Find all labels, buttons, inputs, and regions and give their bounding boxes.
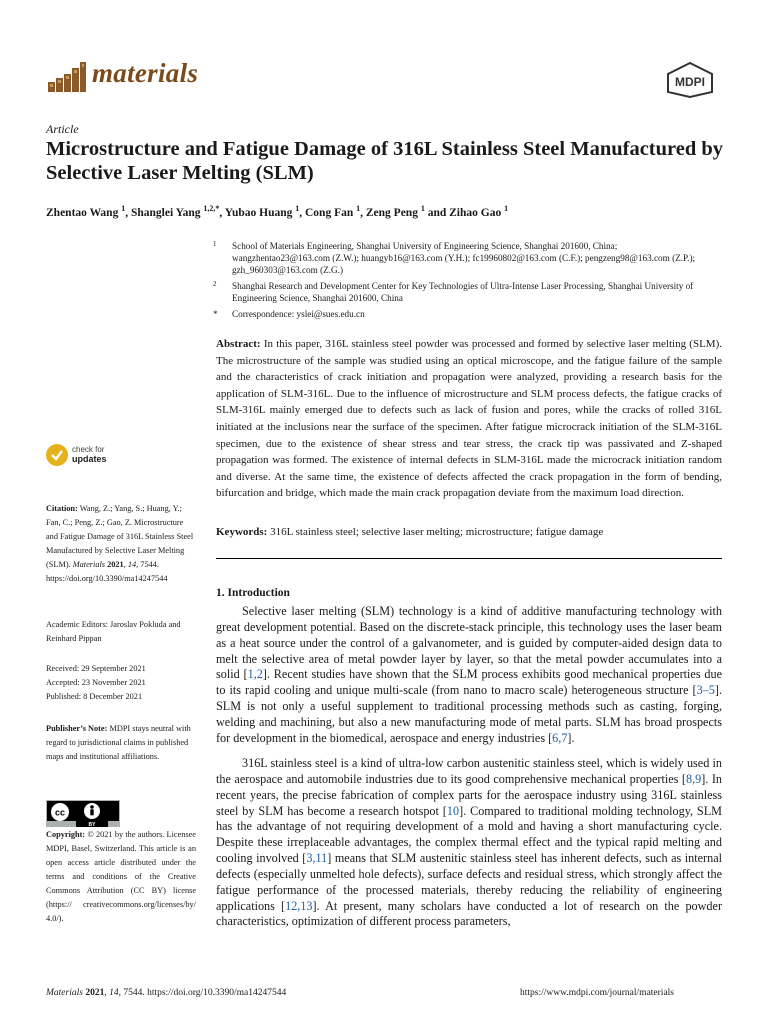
- academic-editors: Academic Editors: Jaroslav Pokluda and Reinhard Pippan: [46, 620, 181, 643]
- citation-year: 2021: [107, 560, 124, 569]
- copyright-notice: [46, 828, 196, 926]
- citation-link[interactable]: 3,11: [306, 851, 328, 866]
- citation-volume: 14: [127, 560, 137, 569]
- paragraph-text: ]. SLM is not only a useful supplement to traditional processing methods such as casting, forging, welding and machining, but also a new manufacturing mode of metal parts. SLM has broad prospects for development in the biomedical, aerospace and energy industries [: [216, 683, 722, 745]
- affiliation-mark: 1: [213, 240, 217, 248]
- footer-journal-url[interactable]: https://www.mdpi.com/journal/materials: [520, 988, 674, 998]
- mdpi-logo-icon: [666, 62, 714, 98]
- copyright-label: Copyright:: [46, 830, 86, 839]
- keywords-text: 316L stainless steel; selective laser melting; microstructure; fatigue damage: [270, 526, 604, 538]
- article-type: Article: [46, 122, 79, 136]
- citation-link[interactable]: 10: [446, 803, 460, 818]
- author-affiliation-mark: 1: [121, 204, 126, 213]
- paragraph-text: Selective laser melting (SLM) technology is a kind of additive manufacturing technology with great development potential. Based on the discrete-stack principle, this technology uses the laser beam as a heat source under the control of a galvanometer, and is guided by computer-aided design data to melt the selective area of metal powder layer by layer, so that the metal powder accumulates into a solid [: [216, 604, 722, 682]
- author-separator: ,: [299, 206, 305, 219]
- affiliation-mark: 2: [213, 280, 217, 288]
- citation-link[interactable]: 1,2: [247, 667, 263, 682]
- publisher-note-text: MDPI stays neutral with regard to jurisdictional claims in published maps and institutional affiliations.: [46, 724, 191, 761]
- citation-link[interactable]: 8,9: [685, 771, 702, 786]
- published-date: Published: 8 December 2021: [46, 692, 143, 701]
- citation-doi[interactable]: , 7544. https://doi.org/10.3390/ma14247544: [46, 560, 168, 583]
- citation-link[interactable]: 3–5: [696, 683, 715, 698]
- svg-text:BY: BY: [88, 822, 96, 827]
- author-name: Shanglei Yang: [130, 206, 201, 219]
- author-affiliation-mark: 1: [420, 204, 425, 213]
- citation-block: Citation: Wang, Z.; Yang, S.; Huang, Y.; Fan, C.; Peng, Z.; Gao, Z. Microstructure and Fatigue Damage of 316L Stainless Steel Manufactured by Selective Laser Melting (SLM). Materials 2021, 14, 7544. https://doi.org/10.3390/ma14247544: [46, 504, 194, 583]
- paragraph-text: 316L stainless steel is a kind of ultra-low carbon austenitic stainless steel, which is widely used in the aerospace and automobile industries due to its good comprehensive mechanical properties [: [216, 756, 722, 786]
- paragraph-text: ]. Compared to traditional molding technology, SLM has the advantage of not requiring development of a mold and having a short manufacturing cycle. Despite these irreplaceable advantages, the complex thermal effect and the typical rapid melting and cooling involved [: [216, 803, 722, 866]
- author-name: Yubao Huang: [224, 206, 293, 219]
- author-affiliation-mark: 1: [504, 204, 509, 213]
- journal-name: materials: [92, 58, 199, 88]
- paragraph-text: ]. Recent studies have shown that the SLM process exhibits good mechanical properties due to its rapid cooling and unique multi-scale (from nano to macro scale) heterogeneous structure [: [216, 667, 722, 698]
- publisher-note-label: Publisher’s Note:: [46, 724, 108, 733]
- author-name: Zhentao Wang: [46, 206, 119, 219]
- check-updates-line2: updates: [72, 454, 107, 464]
- affiliation-text: School of Materials Engineering, Shanghai University of Engineering Science, Shanghai 201600, China; wangzhentao23@163.com (Z.W.); huangyb16@163.com (Y.H.); fc19960802@163.com (C.F.); pengzeng98@163.com (Z.P.); gzh_960303@163.com (Z.G.): [232, 241, 696, 276]
- author-name: Zihao Gao: [449, 206, 502, 219]
- author-affiliation-mark: 1,2,*: [203, 204, 220, 213]
- copyright-text: © 2021 by the authors. Licensee MDPI, Basel, Switzerland. This article is an open access article distributed under the terms and conditions of the Creative Commons Attribution (CC BY) license (https:// creativecommons.org/licenses/by/ 4.0/).: [46, 830, 196, 923]
- citation-link[interactable]: 12,13: [285, 898, 313, 913]
- affiliation-text: Shanghai Research and Development Center for Key Technologies of Ultra-Intense Laser Processing, Shanghai University of Engineering Science, Shanghai 201600, China: [232, 281, 694, 304]
- keywords: [216, 526, 722, 538]
- intro-paragraph-1: [216, 604, 722, 747]
- footer-journal: Materials: [46, 988, 83, 998]
- author-list: [46, 204, 726, 219]
- abstract: [216, 336, 722, 502]
- paragraph-text: ] means that SLM austenitic stainless steel has inherent defects, such as internal defects (especially unmelted hole defects), surface defects and residual stress, which strongly affect the fatigue performance of the processed materials, thereby reducing the reliability of engineering applications [: [216, 851, 722, 913]
- paper-title: Microstructure and Fatigue Damage of 316L Stainless Steel Manufactured by Selective Laser Melting (SLM): [46, 138, 724, 184]
- check-updates-icon: [46, 444, 68, 466]
- cc-by-license-icon[interactable]: [46, 800, 120, 827]
- intro-paragraph-2: [216, 756, 722, 930]
- citation-text: Wang, Z.; Yang, S.; Huang, Y.; Fan, C.; Peng, Z.; Gao, Z. Microstructure and Fatigue Damage of 316L Stainless Steel Manufactured by Selective Laser Melting (SLM).: [46, 504, 194, 569]
- svg-text:cc: cc: [54, 807, 66, 818]
- author-separator: ,: [125, 206, 131, 219]
- publisher-note: [46, 722, 196, 764]
- author-affiliation-mark: 1: [295, 204, 300, 213]
- check-updates-line1: check for: [72, 445, 105, 454]
- footer-year: 2021: [85, 988, 105, 998]
- author-separator: ,: [360, 206, 366, 219]
- svg-text:MDPI: MDPI: [675, 75, 705, 89]
- abstract-label: Abstract:: [216, 338, 261, 350]
- received-date: Received: 29 September 2021: [46, 664, 146, 673]
- keywords-label: Keywords:: [216, 526, 268, 538]
- footer-doi[interactable]: , 7544. https://doi.org/10.3390/ma14247544: [118, 988, 287, 998]
- author-separator: ,: [219, 206, 225, 219]
- footer-volume: 14: [109, 988, 119, 998]
- check-for-updates[interactable]: [46, 444, 156, 474]
- author-name: Cong Fan: [305, 206, 354, 219]
- journal-logo-icon: [46, 58, 88, 94]
- divider: [216, 558, 722, 559]
- citation-label: Citation:: [46, 504, 78, 513]
- section-heading: 1. Introduction: [216, 587, 290, 599]
- paragraph-text: ].: [567, 730, 575, 745]
- author-affiliation-mark: 1: [356, 204, 361, 213]
- author-name: Zeng Peng: [365, 206, 418, 219]
- author-separator: and: [424, 206, 450, 219]
- affiliation-text: Correspondence: yslei@sues.edu.cn: [232, 309, 365, 319]
- footer-citation: Materials 2021, 14, 7544. https://doi.org/10.3390/ma14247544: [46, 988, 287, 998]
- citation-link[interactable]: 6,7: [552, 730, 568, 745]
- paragraph-text: ]. At present, many scholars have conducted a lot of research on the powder characteristics, optimization of different process parameters,: [216, 898, 722, 929]
- affiliation-mark: *: [213, 309, 218, 319]
- accepted-date: Accepted: 23 November 2021: [46, 678, 146, 687]
- citation-journal: Materials: [72, 560, 106, 569]
- paragraph-text: ]. In recent years, the precise fabrication of complex parts for the aerospace industry using 316L stainless steel by SLM has become a research hotspot [: [216, 771, 722, 818]
- abstract-text: In this paper, 316L stainless steel powder was processed and formed by selective laser melting (SLM). The microstructure of the sample was studied using an optical microscope, and the fatigue failure of the sample and the characteristics of crack initiation and propagation were analyzed, providing a research basis for the application of SLM-316L. Due to the influence of microstructure and SLM process defects, the fatigue cracks of SLM-316L mainly emerged due to defects such as lack of fusion and pores, while the cracks of rolled 316L initiated at the inclusions near the surface of the specimen. After fatigue microcrack initiation of the SLM-316L specimen, due to the existence of shear stress and tear stress, the crack tip was passivated and Z-shaped propagation was formed. The existence of internal defects in SLM-316L made the microcrack initiation random and diverse. At the same time, the existence of defects affected the crack propagation in the form of bending, bifurcation and bridge, which made the main crack propagation deviate from the maximum load direction.: [216, 338, 722, 500]
